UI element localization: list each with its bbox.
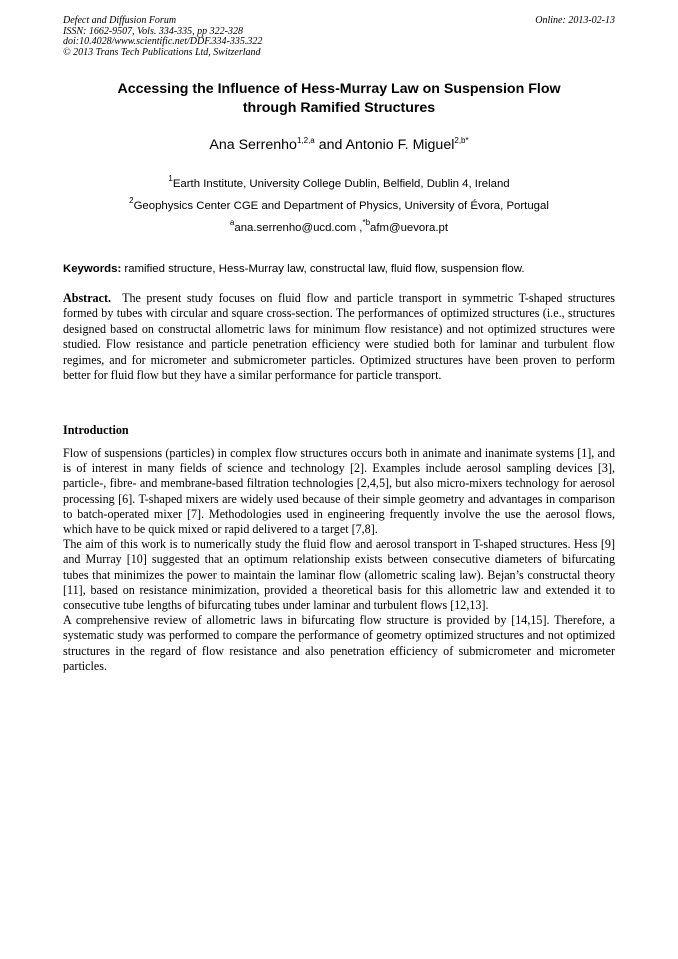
issn-line: ISSN: 1662-9507, Vols. 334-335, pp 322-328	[63, 25, 243, 37]
email-2-marker: *b	[362, 218, 371, 227]
section-heading-introduction: Introduction	[63, 423, 129, 437]
title-line-1: Accessing the Influence of Hess-Murray Law on Suspension Flow	[117, 81, 561, 97]
abstract-label: Abstract.	[63, 291, 112, 305]
affiliation-1-text: Earth Institute, University College Dublin, Belfield, Dublin 4, Ireland	[172, 178, 510, 190]
introduction-body	[63, 446, 615, 674]
author-conjunction: and	[314, 137, 346, 153]
intro-paragraph-2: The aim of this work is to numerically study the fluid flow and aerosol transport in T-shaped structures. Hess [9] and Murray [10] suggested that an optimum relationship exists between consecutive diameters of bifurcating tubes that minimizes the power to maintain the laminar flow (allometric scaling law). Bejan’s constructal theory [11], based on resistance minimization, provided a theoretical basis for this allometric law and extended it to consecutive tube lengths of bifurcating tubes under laminar and turbulent flows [12,13].	[63, 537, 615, 613]
affiliation-2	[63, 196, 615, 213]
author-2-affiliation-marker: 2,b*	[454, 136, 469, 145]
abstract-text: The present study focuses on fluid flow and particle transport in symmetric T-shaped structures formed by tubes with circular and square cross-section. The performances of optimized structures (i.e., structures designed based on constructal allometric laws for minimum flow resistance) and not optimized structures were studied. Flow resistance and particle penetration efficiency were studied both for laminar and turbulent flow regimes, and for micrometer and submicrometer particles. Optimized structures have been proven to perform better for fluid flow but they have a similar performance for particle transport.	[63, 291, 615, 383]
keywords-text: ramified structure, Hess-Murray law, constructal law, fluid flow, suspension flow.	[121, 263, 525, 275]
affiliation-1-marker: 1	[168, 174, 173, 183]
doi-line: doi:10.4028/www.scientific.net/DDF.334-335.322	[63, 36, 263, 48]
intro-paragraph-1: Flow of suspensions (particles) in complex flow structures occurs both in animate and inanimate systems [1], and is of interest in many fields of science and technology [2]. Examples include aerosol sampling devices [3], particle-, fibre- and membrane-based filtration technologies [2,4,5], but also micro-mixers technology for aerosol processing [6]. T-shaped mixers are widely used because of their simple geometry and advantages in comparison to batch-operated mixer [7]. Methodologies used in engineering frequently involve the use the aerosol flows, which have to be quick mixed or rapid delivered to a target [7,8].	[63, 446, 615, 537]
affiliation-2-marker: 2	[129, 196, 134, 205]
online-date: Online: 2013-02-13	[535, 15, 615, 26]
author-emails	[63, 218, 615, 235]
journal-header	[63, 16, 423, 58]
abstract	[63, 291, 615, 383]
email-1-marker: a	[229, 218, 235, 227]
author-1-name: Ana Serrenho	[209, 137, 297, 153]
intro-paragraph-3: A comprehensive review of allometric laws in bifurcating flow structure is provided by [14,15]. Therefore, a systematic study was performed to compare the performance of geometry optimized structures and not optimized structures in the regard of flow resistance and also penetration efficiency of submicrometer and micrometer particles.	[63, 613, 615, 673]
affiliation-2-text: Geophysics Center CGE and Department of Physics, University of Évora, Portugal	[133, 200, 549, 212]
email-1[interactable]: ana.serrenho@ucd.com ,	[234, 222, 363, 234]
keywords-label: Keywords:	[63, 263, 122, 275]
copyright-line: © 2013 Trans Tech Publications Ltd, Switzerland	[63, 46, 261, 58]
paper-title	[63, 80, 615, 118]
keywords	[63, 262, 615, 276]
author-1-affiliation-marker: 1,2,a	[296, 136, 315, 145]
affiliation-1	[63, 174, 615, 191]
author-2-name: Antonio F. Miguel	[345, 137, 455, 153]
author-list	[63, 136, 615, 154]
journal-name: Defect and Diffusion Forum	[63, 15, 177, 26]
email-2[interactable]: afm@uevora.pt	[370, 222, 449, 234]
title-line-2: through Ramified Structures	[242, 100, 436, 116]
